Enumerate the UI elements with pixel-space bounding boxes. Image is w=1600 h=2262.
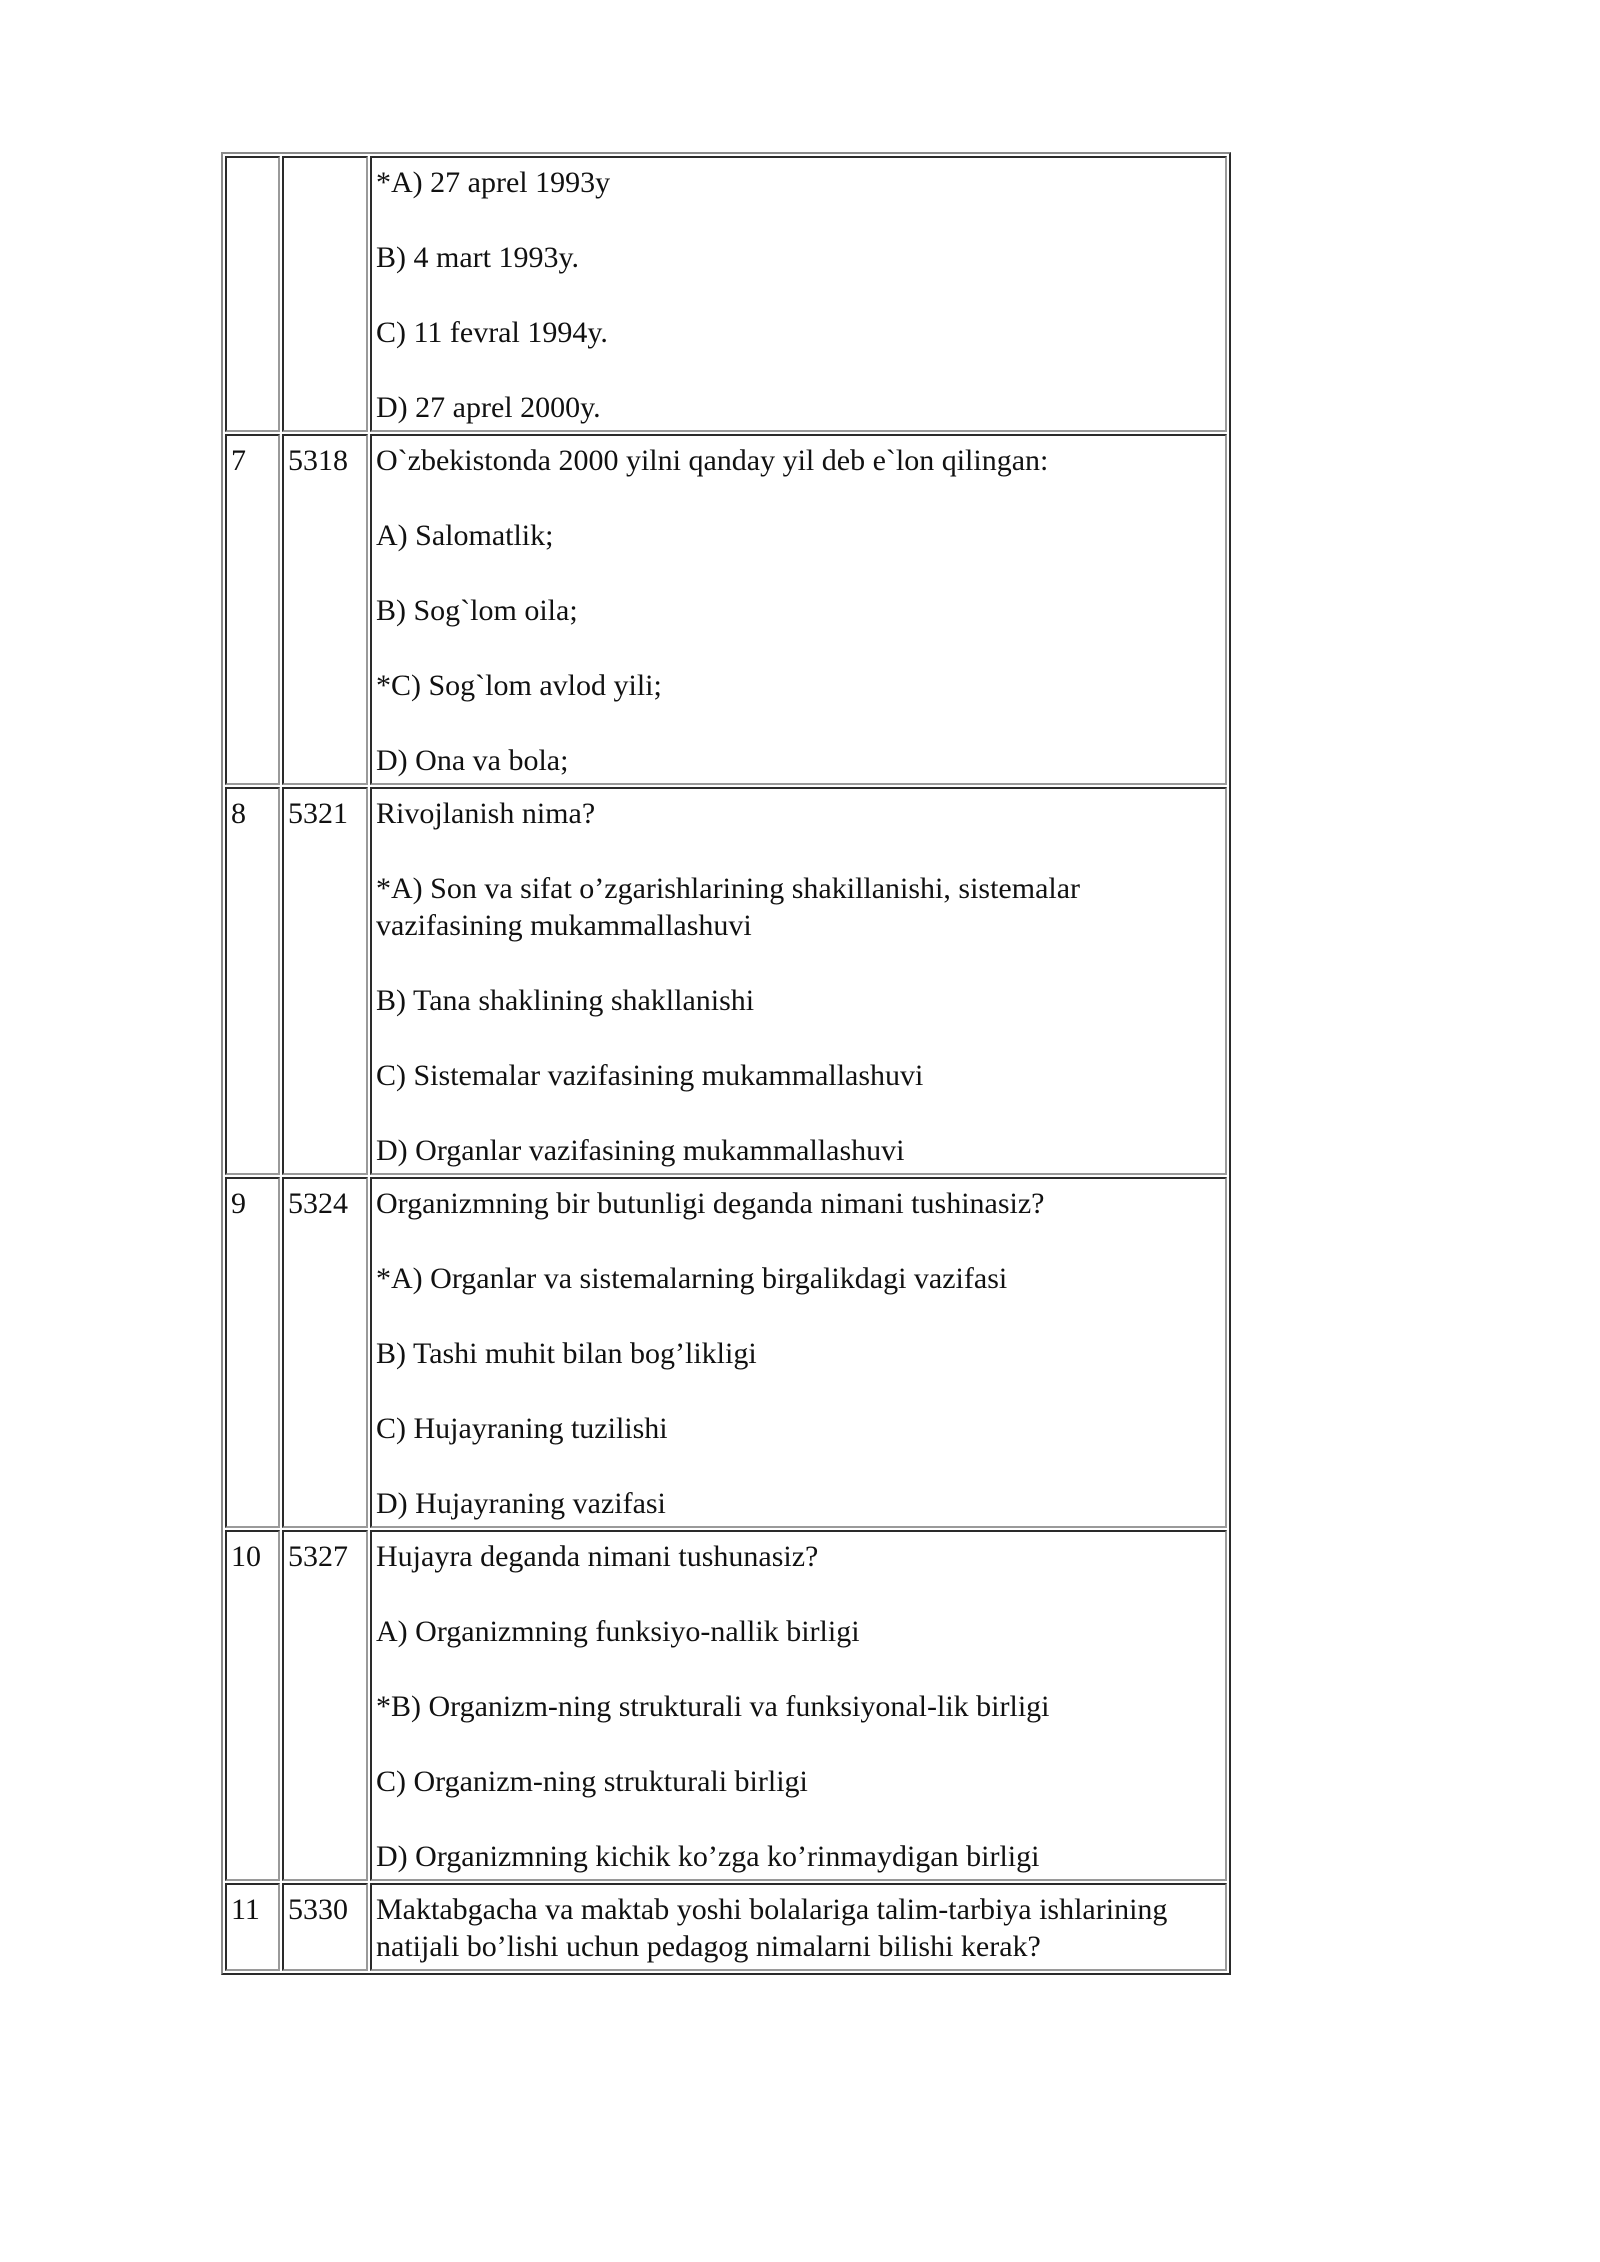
answer-option: D) Hujayraning vazifasi: [376, 1487, 666, 1520]
answer-option: D) Organizmning kichik ko’zga ko’rinmaydigan birligi: [376, 1840, 1040, 1873]
table-row: [225, 787, 1227, 1175]
answer-option: D) 27 aprel 2000y.: [376, 391, 601, 424]
question-number: 8: [225, 787, 280, 1175]
answer-option: *A) 27 aprel 1993y: [376, 166, 611, 199]
question-cell: [370, 434, 1227, 785]
answer-option: *A) Organlar va sistemalarning birgalikdagi vazifasi: [376, 1262, 1008, 1295]
answer-option: *C) Sog`lom avlod yili;: [376, 669, 662, 702]
question-id: 5318: [282, 434, 368, 785]
question-cell: [370, 1530, 1227, 1881]
question-text: Rivojlanish nima?: [376, 797, 596, 830]
table-row: [225, 434, 1227, 785]
question-number: 7: [225, 434, 280, 785]
answer-option: C) 11 fevral 1994y.: [376, 316, 608, 349]
question-number: 11: [225, 1883, 280, 1971]
question-text: O`zbekistonda 2000 yilni qanday yil deb e`lon qilingan:: [376, 444, 1049, 477]
question-number: [225, 156, 280, 432]
answer-option: *B) Organizm-ning strukturali va funksiyonal-lik birligi: [376, 1690, 1050, 1723]
question-number: 9: [225, 1177, 280, 1528]
question-id: 5324: [282, 1177, 368, 1528]
answer-option: D) Organlar vazifasining mukammallashuvi: [376, 1134, 905, 1167]
question-text: Organizmning bir butunligi deganda nimani tushinasiz?: [376, 1187, 1045, 1220]
answer-option: A) Organizmning funksiyo-nallik birligi: [376, 1615, 860, 1648]
question-cell: [370, 1883, 1227, 1971]
answer-option: B) 4 mart 1993y.: [376, 241, 580, 274]
question-cell: [370, 787, 1227, 1175]
question-id: [282, 156, 368, 432]
answer-option: A) Salomatlik;: [376, 519, 554, 552]
question-id: 5327: [282, 1530, 368, 1881]
question-text: Hujayra deganda nimani tushunasiz?: [376, 1540, 819, 1573]
question-text: Maktabgacha va maktab yoshi bolalariga talim-tarbiya ishlarining natijali bo’lishi uchun pedagog nimalarni bilishi kerak?: [376, 1893, 1168, 1963]
question-cell: [370, 156, 1227, 432]
answer-option: D) Ona va bola;: [376, 744, 569, 777]
answer-option: B) Tashi muhit bilan bog’likligi: [376, 1337, 757, 1370]
table-row: [225, 1177, 1227, 1528]
table-row: [225, 1883, 1227, 1971]
table-row: [225, 1530, 1227, 1881]
answer-option: B) Tana shaklining shakllanishi: [376, 984, 755, 1017]
question-id: 5330: [282, 1883, 368, 1971]
table-row: [225, 156, 1227, 432]
answer-option: C) Sistemalar vazifasining mukammallashuvi: [376, 1059, 924, 1092]
answer-option: C) Hujayraning tuzilishi: [376, 1412, 668, 1445]
answer-option: *A) Son va sifat o’zgarishlarining shakillanishi, sistemalar vazifasining mukammallashuvi: [376, 872, 1081, 942]
quiz-table: [221, 152, 1231, 1975]
answer-option: B) Sog`lom oila;: [376, 594, 578, 627]
question-number: 10: [225, 1530, 280, 1881]
question-id: 5321: [282, 787, 368, 1175]
question-cell: [370, 1177, 1227, 1528]
answer-option: C) Organizm-ning strukturali birligi: [376, 1765, 808, 1798]
